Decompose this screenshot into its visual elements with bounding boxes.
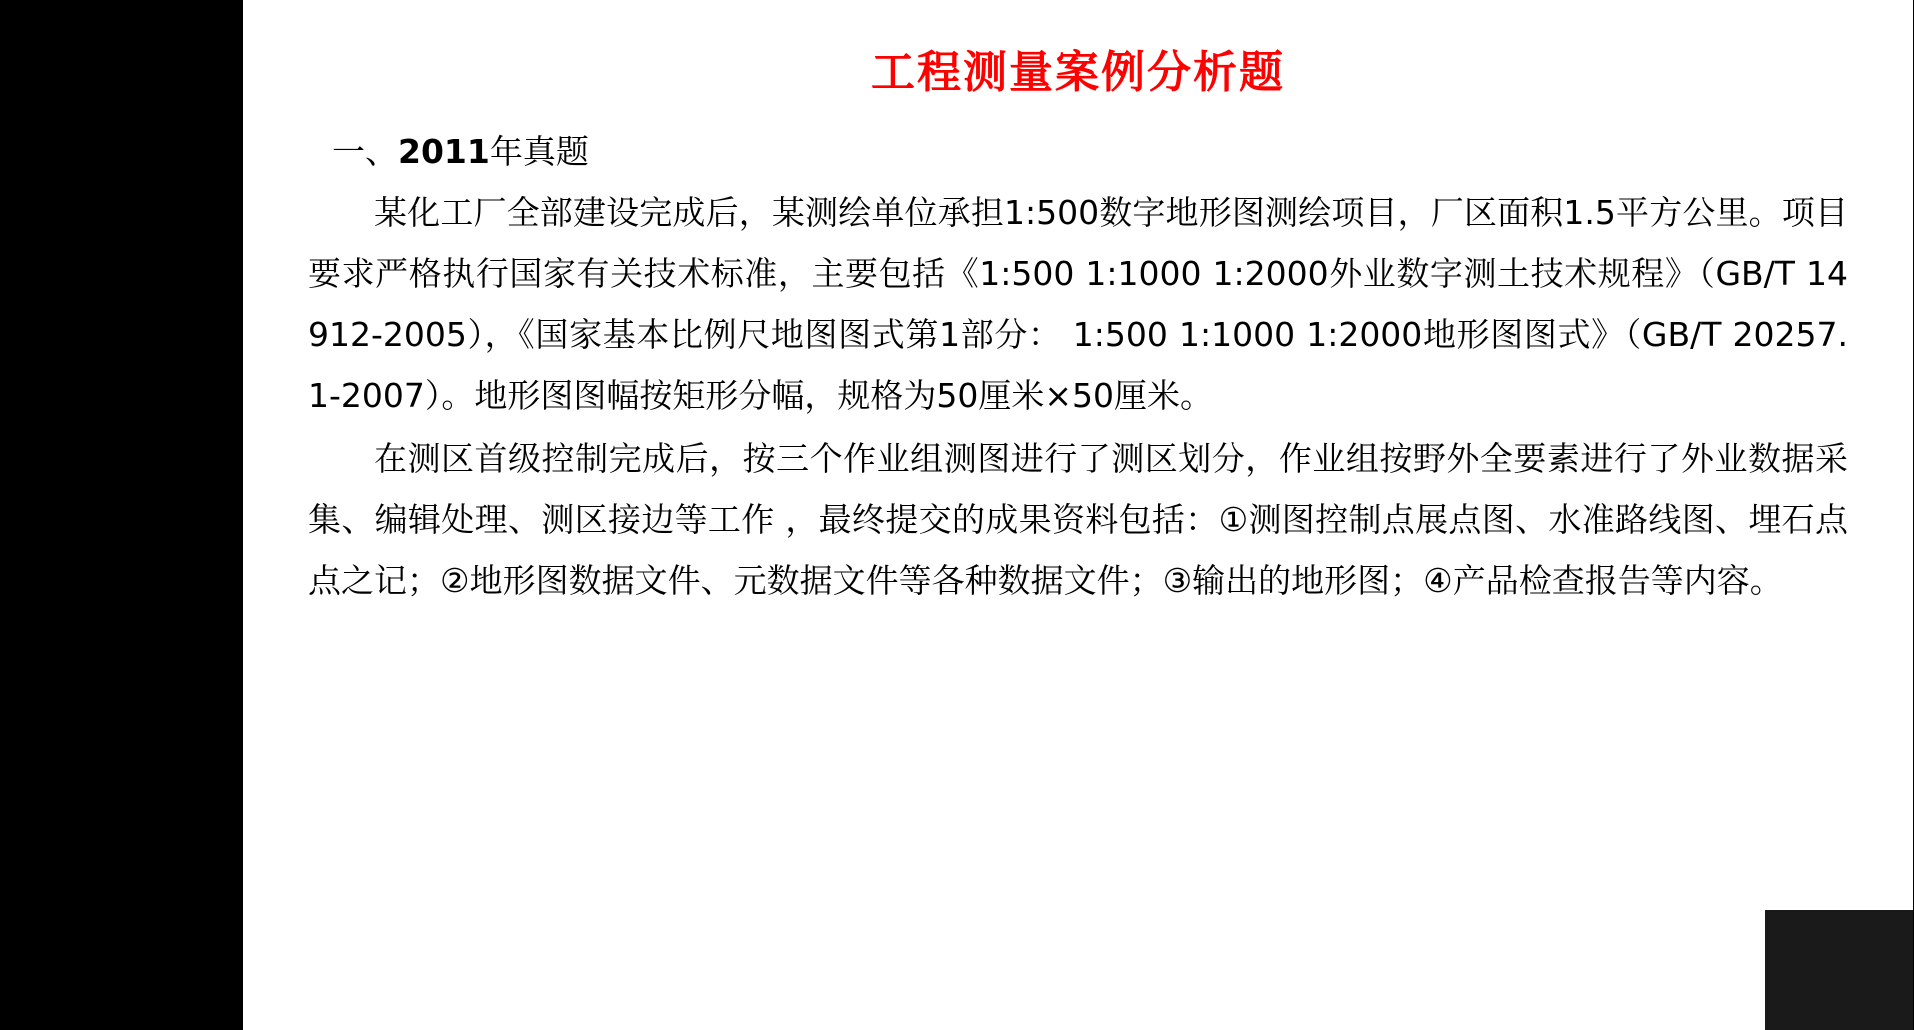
video-corner-artifact — [1765, 910, 1913, 1030]
section-heading-number: 一、 — [332, 132, 398, 171]
slide-canvas — [243, 0, 1913, 1030]
slide-body — [308, 128, 1848, 611]
page-title: 工程测量案例分析题 — [871, 47, 1285, 98]
section-heading — [308, 128, 1848, 176]
paragraph-1: 某化工厂全部建设完成后，某测绘单位承担1:500数字地形图测绘项目，厂区面积1.5平方公里。项目要求严格执行国家有关技术标准，主要包括《1:500 1:1000 1:2000外业数字测土技术规程》（GB/T 14912-2005），《国家基本比例尺地图图式第1部分： 1:500 1:1000 1:2000地形图图式》（GB/T 20257.1-2007）。地形图图幅按矩形分幅，规格为50厘米×50厘米。 — [308, 193, 1848, 415]
paragraph-2: 在测区首级控制完成后，按三个作业组测图进行了测区划分，作业组按野外全要素进行了外业数据采集、编辑处理、测区接边等工作 ，最终提交的成果资料包括：①测图控制点展点图、水准路线图、埋石点点之记；②地形图数据文件、元数据文件等各种数据文件；③输出的地形图；④产品检查报告等内容。 — [308, 439, 1848, 600]
section-heading-year: 2011 — [398, 132, 490, 171]
section-heading-suffix: 年真题 — [489, 132, 589, 171]
